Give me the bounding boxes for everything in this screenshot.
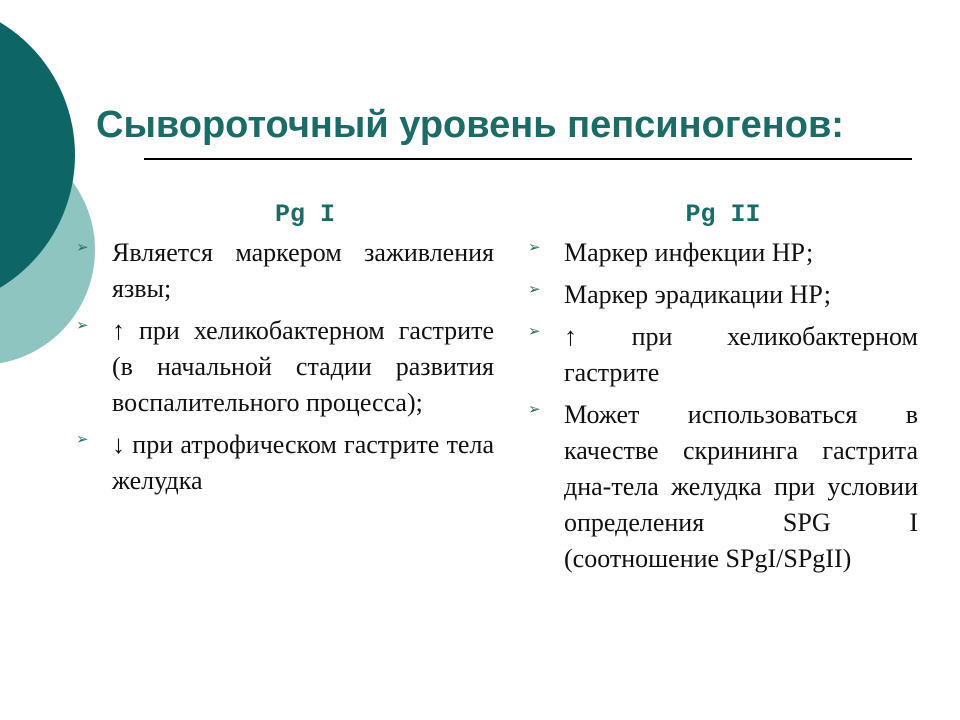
chevron-arrow-right-icon: ➢ <box>528 238 541 256</box>
column-pg1 <box>76 195 494 505</box>
bullet-text: ↑ при хеликобактерном гастрите <box>564 322 918 387</box>
bullet-text: Является маркером заживления язвы; <box>112 238 494 303</box>
bullet-text: Маркер эрадикации НР; <box>564 280 831 309</box>
bullet-text: ↑ при хеликобактерном гастрите (в начальной стадии развития воспалительного процесса); <box>112 316 494 417</box>
list-item <box>76 427 494 499</box>
bullet-text: Может использоваться в качестве скрининга гастрита дна-тела желудка при условии определения SPG I (соотношение SPgI/SPgII) <box>564 400 918 573</box>
chevron-arrow-right-icon: ➢ <box>76 316 89 334</box>
chevron-arrow-right-icon: ➢ <box>528 322 541 340</box>
slide-title: Сывороточный уровень пепсиногенов: <box>96 104 844 146</box>
bullet-list <box>528 235 918 577</box>
bullet-text: Маркер инфекции НР; <box>564 238 814 267</box>
title-underline <box>144 158 912 160</box>
list-item <box>528 235 918 271</box>
chevron-arrow-right-icon: ➢ <box>76 430 89 448</box>
chevron-arrow-right-icon: ➢ <box>76 238 89 256</box>
list-item <box>528 319 918 391</box>
bullet-list <box>76 235 494 499</box>
column-pg2 <box>528 195 918 583</box>
column-header: Pg II <box>685 200 761 229</box>
column-header: Pg I <box>274 200 335 229</box>
bullet-text: ↓ при атрофическом гастрите тела желудка <box>112 430 494 495</box>
list-item <box>528 397 918 577</box>
list-item <box>76 313 494 421</box>
chevron-arrow-right-icon: ➢ <box>528 280 541 298</box>
list-item <box>528 277 918 313</box>
chevron-arrow-right-icon: ➢ <box>528 400 541 418</box>
list-item <box>76 235 494 307</box>
